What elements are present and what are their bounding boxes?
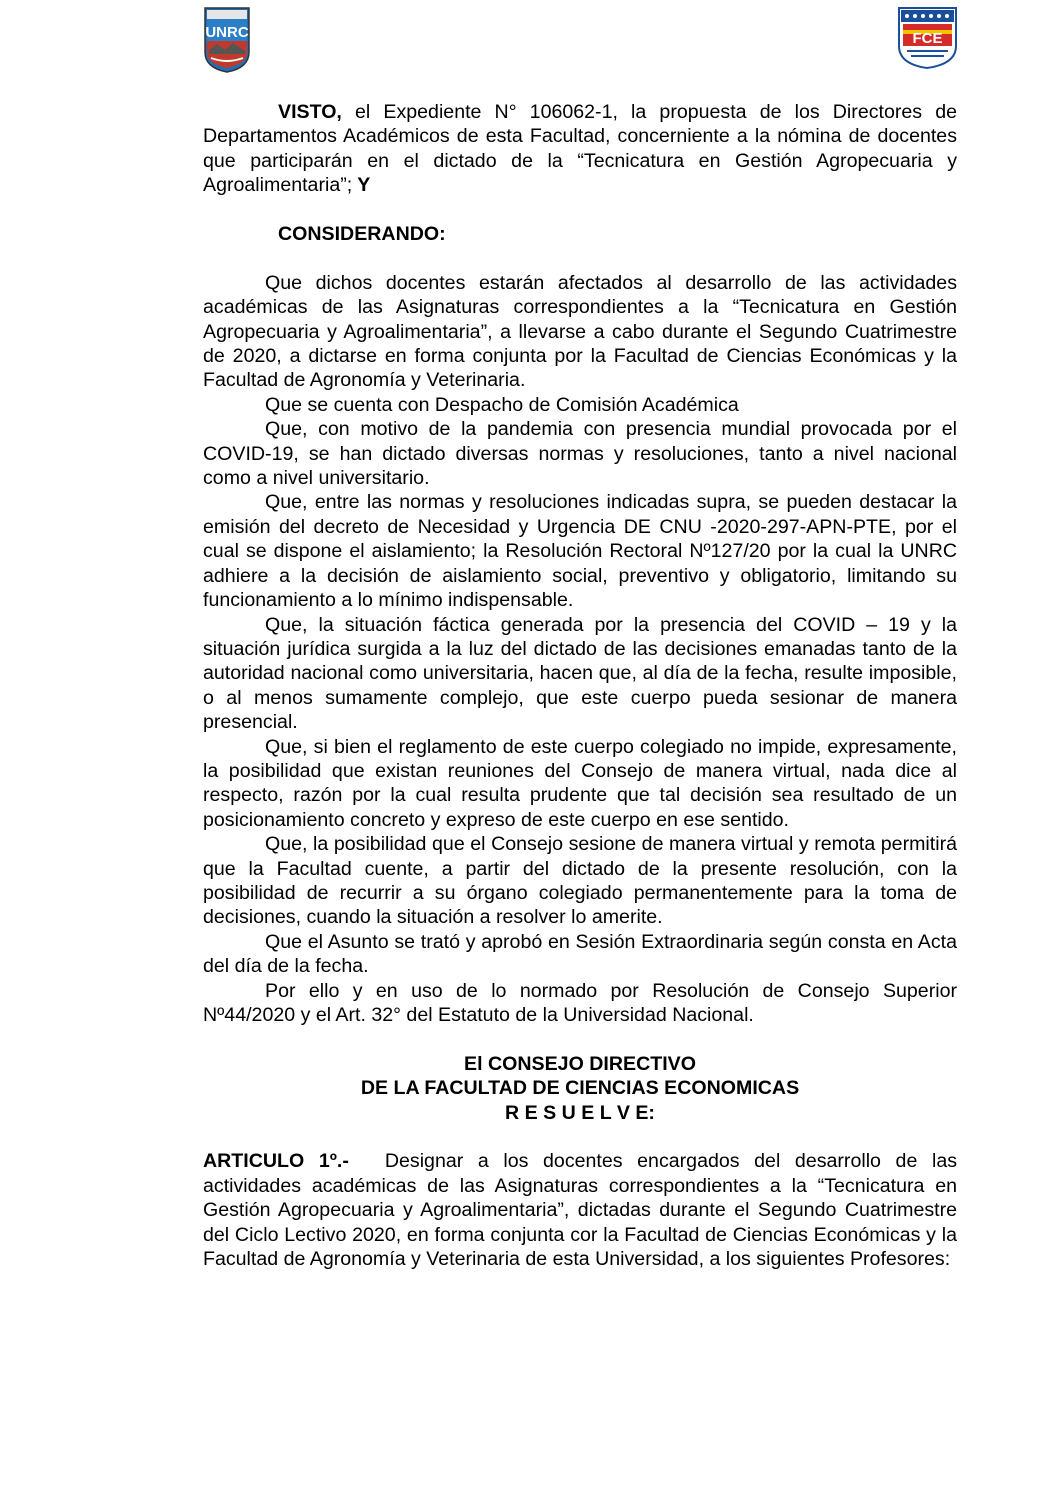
articulo-1-text: Designar a los docentes encargados del desarrollo de las actividades académicas de las Asignaturas correspondientes a la “Tecnicatura en Gestión Agropecuaria y Agroalimentaria”, dictadas durante el Segundo Cuatrimestre del Ciclo Lectivo 2020, en forma conjunta cor la Facultad de Ciencias Económicas y la Facultad de Agronomía y Veterinaria de esta Universidad, a los siguientes Profesores: [203, 1150, 958, 1271]
articulo-1 [203, 1149, 957, 1271]
considerando-paragraph: Que, si bien el reglamento de este cuerpo colegiado no impide, expresamente, la posibilidad que existan reuniones del Consejo de manera virtual, nada dice al respecto, razón por la cual resulta prudente que tal decisión sea resultado de un posicionamiento concreto y expreso de este cuerpo en ese sentido. [203, 735, 957, 831]
fce-logo [897, 6, 958, 70]
resolution-document [203, 100, 957, 1271]
resolution-heading-line: DE LA FACULTAD DE CIENCIAS ECONOMICAS [360, 1077, 800, 1100]
resuelve-heading: R E S U E L V E: [505, 1101, 655, 1124]
visto-lead: VISTO, [278, 101, 342, 123]
considerando-paragraph: Por ello y en uso de lo normado por Resolución de Consejo Superior Nº44/2020 y el Art. 32° del Estatuto de la Universidad Nacional. [203, 979, 957, 1026]
considerando-title: CONSIDERANDO: [278, 223, 446, 246]
considerando-paragraph: Que, entre las normas y resoluciones indicadas supra, se pueden destacar la emisión del decreto de Necesidad y Urgencia DE CNU -2020-297-APN-PTE, por el cual se dispone el aislamiento; la Resolución Rectoral Nº127/20 por la cual la UNRC adhiere a la decisión de aislamiento social, preventivo y obligatorio, limitando su funcionamiento a lo mínimo indispensable. [203, 491, 957, 612]
fce-logo-text: FCE [912, 30, 943, 47]
visto-body: el Expediente N° 106062-1, la propuesta de los Directores de Departamentos Académicos de esta Facultad, concerniente a la nómina de docentes que participarán en el dictado de la “Tecnicatura en Gestión Agropecuaria y Agroalimentaria”; [203, 101, 957, 197]
visto-tail: Y [352, 174, 371, 197]
visto-paragraph [203, 100, 957, 198]
unrc-logo [203, 6, 251, 74]
considerando-paragraph: Que, con motivo de la pandemia con presencia mundial provocada por el COVID-19, se han dictado diversas normas y resoluciones, tanto a nivel nacional como a nivel universitario. [203, 418, 957, 490]
considerando-paragraph: Que, la posibilidad que el Consejo sesione de manera virtual y remota permitirá que la Facultad cuente, a partir del dictado de la presente resolución, con la posibilidad de recurrir a su órgano colegiado permanentemente para la toma de decisiones, cuando la situación a resolver lo amerite. [203, 833, 957, 929]
considerando-paragraph: Que el Asunto se trató y aprobó en Sesión Extraordinaria según consta en Acta del día de la fecha. [203, 930, 957, 978]
unrc-logo-text: UNRC [205, 24, 249, 41]
considerando-paragraph: Que, la situación fáctica generada por la presencia del COVID – 19 y la situación jurídica surgida a la luz del dictado de las decisiones emanadas tanto de la autoridad nacional como universitaria, hacen que, al día de la fecha, resulte imposible, o al menos sumamente complejo, que este cuerpo pueda sesionar de manera presencial. [203, 613, 957, 734]
articulo-1-label: ARTICULO 1º.- [203, 1150, 349, 1173]
resolution-heading-line: El CONSEJO DIRECTIVO [464, 1052, 696, 1075]
considerando-paragraph: Que dichos docentes estarán afectados al desarrollo de las actividades académicas de las Asignaturas correspondientes a la “Tecnicatura en Gestión Agropecuaria y Agroalimentaria”, a llevarse a cabo durante el Segundo Cuatrimestre de 2020, a dictarse en forma conjunta por la Facultad de Ciencias Económicas y la Facultad de Agronomía y Veterinaria. [203, 271, 957, 392]
considerando-paragraph: Que se cuenta con Despacho de Comisión Académica [265, 393, 739, 416]
